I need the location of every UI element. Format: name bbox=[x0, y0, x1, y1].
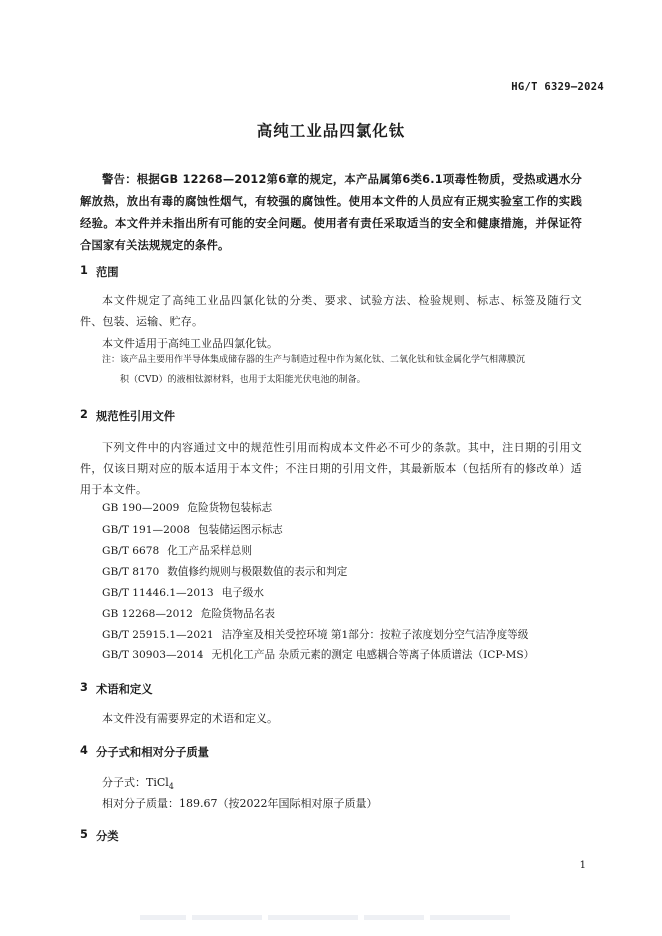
page-number: 1 bbox=[579, 860, 586, 871]
section-3-heading bbox=[80, 681, 280, 695]
reference-item bbox=[102, 522, 283, 537]
section-1-paragraph: 本文件规定了高纯工业品四氯化钛的分类、要求、试验方法、检验规则、标志、标签及随行文件、包装、运输、贮存。 bbox=[80, 294, 582, 328]
reference-code: GB 190—2009 bbox=[102, 502, 180, 514]
reference-title: 电子级水 bbox=[221, 587, 264, 599]
section-number: 3 bbox=[80, 681, 88, 694]
reference-item bbox=[102, 585, 264, 600]
reference-title: 化工产品采样总则 bbox=[167, 545, 252, 557]
document-title: 高纯工业品四氯化钛 bbox=[256, 122, 406, 140]
formula-subscript: 4 bbox=[168, 782, 174, 792]
reference-item bbox=[102, 627, 528, 642]
section-title: 术语和定义 bbox=[96, 683, 153, 696]
reference-title: 数值修约规则与极限数值的表示和判定 bbox=[167, 566, 348, 578]
reference-title: 包装储运图示标志 bbox=[198, 524, 283, 536]
reference-code: GB/T 25915.1—2021 bbox=[102, 629, 214, 641]
section-title: 分子式和相对分子质量 bbox=[96, 746, 209, 759]
reference-code: GB/T 6678 bbox=[102, 545, 160, 557]
reference-title: 洁净室及相关受控环境 第1部分：按粒子浓度划分空气洁净度等级 bbox=[221, 629, 529, 641]
section-1-applicability: 本文件适用于高纯工业品四氯化钛。 bbox=[102, 337, 278, 350]
reference-code: GB/T 8170 bbox=[102, 566, 160, 578]
section-number: 4 bbox=[80, 744, 88, 757]
section-number: 2 bbox=[80, 408, 88, 421]
section-number: 5 bbox=[80, 828, 88, 841]
warning-paragraph: 警告：根据GB 12268—2012第6章的规定，本产品属第6类6.1项毒性物质，受热或遇水分解放热，放出有毒的腐蚀性烟气，有较强的腐蚀性。使用本文件的人员应有正规实验室工作的实践经验。本文件并未指出所有可能的安全问题。使用者有责任采取适当的安全和健康措施，并保证符合国家有关法规规定的条件。 bbox=[80, 173, 582, 252]
molecular-formula bbox=[102, 774, 174, 791]
section-title: 范围 bbox=[96, 266, 119, 279]
reference-code: GB/T 11446.1—2013 bbox=[102, 587, 214, 599]
section-3-paragraph: 本文件没有需要界定的术语和定义。 bbox=[102, 712, 278, 725]
reference-item bbox=[102, 606, 275, 621]
section-number: 1 bbox=[80, 264, 88, 277]
reference-code: GB 12268—2012 bbox=[102, 608, 193, 620]
reference-item bbox=[102, 647, 534, 662]
relative-molecular-mass: 相对分子质量：189.67（按2022年国际相对原子质量） bbox=[102, 797, 378, 810]
reference-item bbox=[102, 564, 347, 579]
formula-element: TiCl bbox=[146, 776, 169, 789]
reference-code: GB/T 30903—2014 bbox=[102, 649, 204, 661]
section-1-note-line1: 注：该产品主要用作半导体集成储存器的生产与制造过程中作为氮化钛、二氧化钛和钛金属化学气相薄膜沉 bbox=[102, 355, 526, 365]
section-2-intro: 下列文件中的内容通过文中的规范性引用而构成本文件必不可少的条款。其中，注日期的引用文件，仅该日期对应的版本适用于本文件；不注日期的引用文件，其最新版本（包括所有的修改单）适用于本文件。 bbox=[80, 441, 582, 496]
reference-title: 危险货物品名表 bbox=[200, 608, 276, 620]
reference-item bbox=[102, 500, 272, 515]
section-1-heading bbox=[80, 264, 280, 278]
section-1-note-line2: 积（CVD）的液相钛源材料，也用于太阳能光伏电池的制备。 bbox=[120, 375, 366, 385]
formula-label: 分子式： bbox=[102, 776, 146, 789]
reference-item bbox=[102, 543, 252, 558]
section-title: 规范性引用文件 bbox=[96, 410, 176, 423]
section-5-heading bbox=[80, 828, 280, 842]
reference-title: 无机化工产品 杂质元素的测定 电感耦合等离子体质谱法（ICP-MS） bbox=[211, 649, 535, 661]
faint-watermark bbox=[140, 907, 520, 917]
reference-code: GB/T 191—2008 bbox=[102, 524, 191, 536]
section-2-heading bbox=[80, 408, 280, 422]
reference-title: 危险货物包装标志 bbox=[187, 502, 273, 514]
section-4-heading bbox=[80, 744, 320, 758]
section-title: 分类 bbox=[96, 830, 119, 843]
standard-code: HG/T 6329—2024 bbox=[511, 81, 604, 93]
